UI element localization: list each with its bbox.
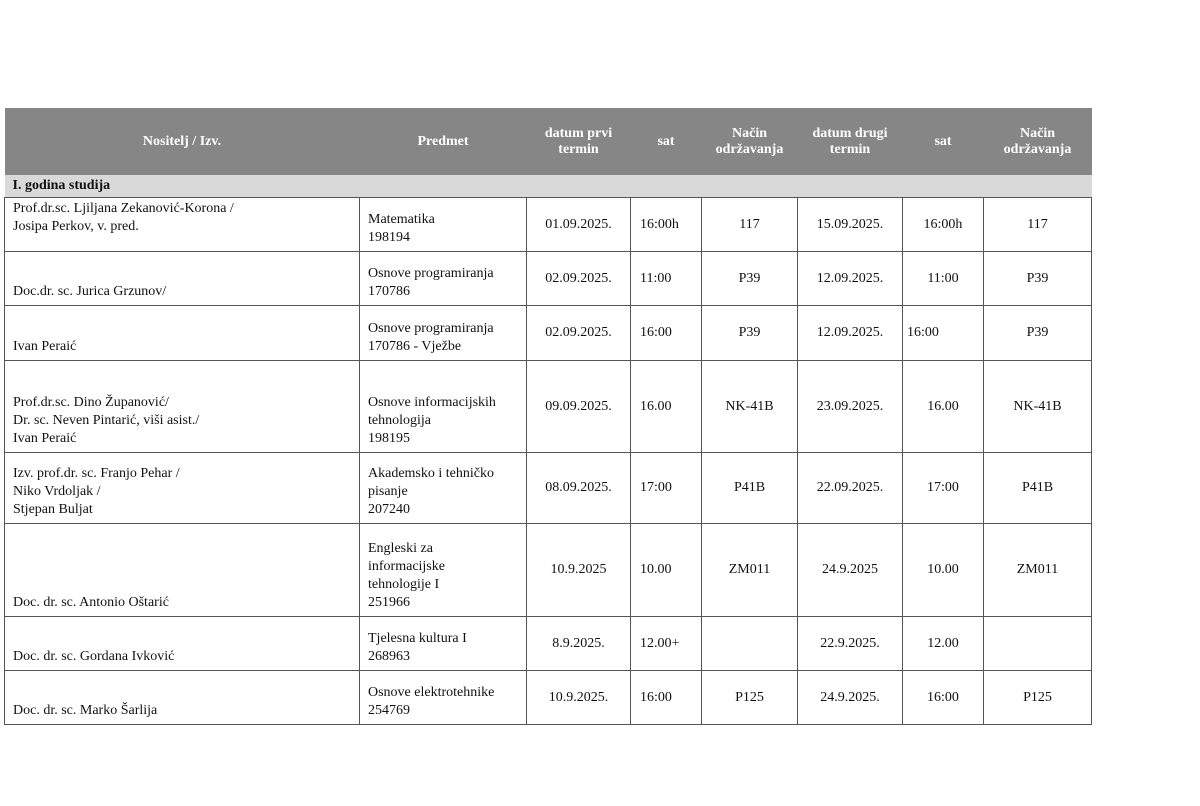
subject-cell [360, 617, 527, 671]
subject-cell-line: Osnove elektrotehnike [368, 685, 495, 700]
second-date-cell: 24.9.2025 [798, 524, 903, 617]
first-time-cell: 17:00 [631, 453, 702, 524]
first-mode-cell: NK-41B [702, 361, 798, 453]
header-first-date: datum prvi termin [527, 108, 631, 175]
subject-cell-line: 170786 [368, 284, 410, 299]
subject-cell-line: 251966 [368, 595, 410, 610]
first-time-cell: 16:00h [631, 198, 702, 252]
subject-cell-line: 198194 [368, 230, 410, 245]
second-time-cell: 11:00 [903, 252, 984, 306]
table-row [5, 617, 1092, 671]
first-time-cell: 16:00 [631, 671, 702, 725]
second-time-cell: 16:00 [903, 306, 984, 361]
lecturer-cell-line: Doc.dr. sc. Jurica Grzunov/ [13, 284, 167, 299]
second-time-cell: 10.00 [903, 524, 984, 617]
second-time-cell: 16.00 [903, 361, 984, 453]
lecturer-cell-line: Ivan Peraić [13, 339, 77, 354]
subject-cell [360, 671, 527, 725]
table-row [5, 453, 1092, 524]
header-first-time: sat [631, 108, 702, 175]
lecturer-cell-line: Izv. prof.dr. sc. Franjo Pehar / [13, 466, 180, 481]
lecturer-cell [5, 524, 360, 617]
second-mode-cell: P41B [984, 453, 1092, 524]
second-date-cell: 24.9.2025. [798, 671, 903, 725]
first-date-cell: 02.09.2025. [527, 306, 631, 361]
table-row [5, 524, 1092, 617]
lecturer-cell-line: Doc. dr. sc. Antonio Oštarić [13, 595, 169, 610]
first-date-cell: 10.9.2025 [527, 524, 631, 617]
lecturer-cell-line: Josipa Perkov, v. pred. [13, 219, 139, 234]
first-mode-cell: P125 [702, 671, 798, 725]
subject-cell [360, 198, 527, 252]
first-mode-cell [702, 617, 798, 671]
subject-cell-line: 268963 [368, 649, 410, 664]
second-date-cell: 12.09.2025. [798, 252, 903, 306]
first-date-cell: 08.09.2025. [527, 453, 631, 524]
second-mode-cell [984, 617, 1092, 671]
subject-cell [360, 306, 527, 361]
second-mode-cell: P125 [984, 671, 1092, 725]
second-time-cell: 17:00 [903, 453, 984, 524]
first-date-cell: 01.09.2025. [527, 198, 631, 252]
second-mode-cell: ZM011 [984, 524, 1092, 617]
first-date-cell: 10.9.2025. [527, 671, 631, 725]
first-mode-cell: ZM011 [702, 524, 798, 617]
subject-cell-line: 254769 [368, 703, 410, 718]
header-second-date: datum drugi termin [798, 108, 903, 175]
section-row [5, 175, 1092, 198]
first-time-cell: 12.00+ [631, 617, 702, 671]
lecturer-cell-line: Dr. sc. Neven Pintarić, viši asist./ [13, 413, 200, 428]
subject-cell-line: Osnove programiranja [368, 321, 494, 336]
subject-cell [360, 524, 527, 617]
subject-cell-line: Akademsko i tehničko [368, 466, 494, 481]
subject-cell-line: Osnove programiranja [368, 266, 494, 281]
table-row [5, 198, 1092, 252]
lecturer-cell-line: Niko Vrdoljak / [13, 484, 101, 499]
header-second-mode: Način održavanja [984, 108, 1092, 175]
second-mode-cell: P39 [984, 252, 1092, 306]
table-row [5, 361, 1092, 453]
lecturer-cell [5, 252, 360, 306]
lecturer-cell [5, 671, 360, 725]
section-title: I. godina studija [5, 175, 1092, 198]
lecturer-cell-line: Doc. dr. sc. Marko Šarlija [13, 703, 158, 718]
lecturer-cell-line: Stjepan Buljat [13, 502, 93, 517]
header-first-mode: Način održavanja [702, 108, 798, 175]
first-mode-cell: P39 [702, 306, 798, 361]
subject-cell [360, 453, 527, 524]
second-mode-cell: 117 [984, 198, 1092, 252]
subject-cell [360, 361, 527, 453]
first-time-cell: 11:00 [631, 252, 702, 306]
second-time-cell: 16:00 [903, 671, 984, 725]
header-second-time: sat [903, 108, 984, 175]
table-row [5, 306, 1092, 361]
lecturer-cell [5, 306, 360, 361]
subject-cell-line: Engleski za [368, 541, 433, 556]
second-time-cell: 16:00h [903, 198, 984, 252]
subject-cell-line: Tjelesna kultura I [368, 631, 467, 646]
lecturer-cell [5, 617, 360, 671]
subject-cell-line: 170786 - Vježbe [368, 339, 462, 354]
subject-cell-line: informacijske [368, 559, 445, 574]
lecturer-cell-line: Prof.dr.sc. Dino Županović/ [13, 395, 169, 410]
exam-schedule-table [4, 108, 1092, 725]
second-date-cell: 23.09.2025. [798, 361, 903, 453]
header-row [5, 108, 1092, 175]
subject-cell-line: pisanje [368, 484, 408, 499]
first-mode-cell: P41B [702, 453, 798, 524]
subject-cell-line: tehnologije I [368, 577, 440, 592]
subject-cell [360, 252, 527, 306]
first-time-cell: 10.00 [631, 524, 702, 617]
header-subject: Predmet [360, 108, 527, 175]
subject-cell-line: Osnove informacijskih [368, 395, 496, 410]
second-mode-cell: P39 [984, 306, 1092, 361]
first-date-cell: 09.09.2025. [527, 361, 631, 453]
first-date-cell: 8.9.2025. [527, 617, 631, 671]
second-date-cell: 22.09.2025. [798, 453, 903, 524]
header-lecturer: Nositelj / Izv. [5, 108, 360, 175]
second-date-cell: 22.9.2025. [798, 617, 903, 671]
table-row [5, 671, 1092, 725]
lecturer-cell-line: Ivan Peraić [13, 431, 77, 446]
lecturer-cell [5, 453, 360, 524]
subject-cell-line: tehnologija [368, 413, 431, 428]
lecturer-cell [5, 198, 360, 252]
subject-cell-line: Matematika [368, 212, 435, 227]
first-mode-cell: 117 [702, 198, 798, 252]
lecturer-cell-line: Prof.dr.sc. Ljiljana Zekanović-Korona / [13, 201, 234, 216]
first-date-cell: 02.09.2025. [527, 252, 631, 306]
second-date-cell: 15.09.2025. [798, 198, 903, 252]
subject-cell-line: 207240 [368, 502, 410, 517]
subject-cell-line: 198195 [368, 431, 410, 446]
table-row [5, 252, 1092, 306]
second-mode-cell: NK-41B [984, 361, 1092, 453]
first-time-cell: 16:00 [631, 306, 702, 361]
second-time-cell: 12.00 [903, 617, 984, 671]
lecturer-cell-line: Doc. dr. sc. Gordana Ivković [13, 649, 175, 664]
first-mode-cell: P39 [702, 252, 798, 306]
first-time-cell: 16.00 [631, 361, 702, 453]
second-date-cell: 12.09.2025. [798, 306, 903, 361]
lecturer-cell [5, 361, 360, 453]
